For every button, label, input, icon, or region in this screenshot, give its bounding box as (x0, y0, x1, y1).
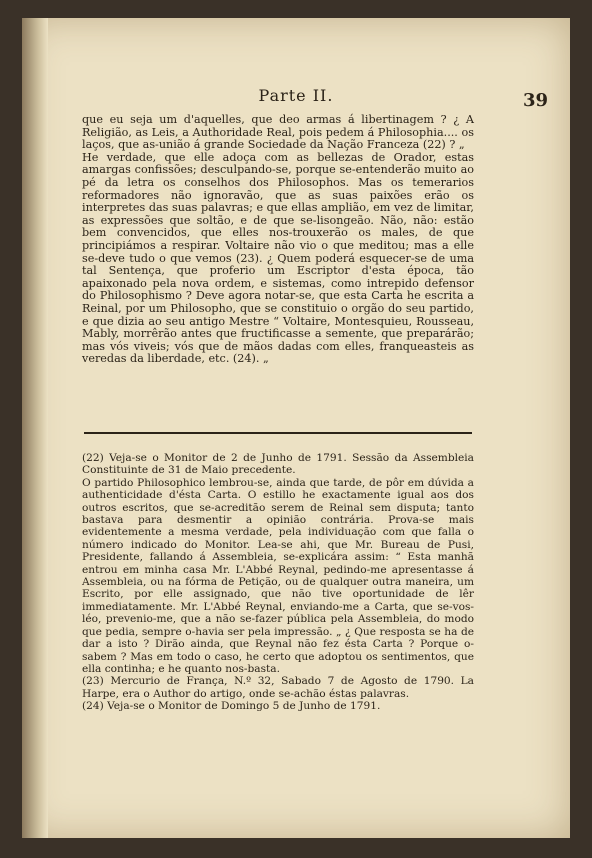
binding-gutter (22, 18, 48, 838)
main-text: que eu seja um d'aquelles, que deo armas á libertinagem ? ¿ A Religião, as Leis, a Authoridade Real, pois pedem á Philosophia.... os laços, que as-união á grande Sociedade da Nação Franceza (22) ? „ He verdade, que elle adoça com as bellezas de Orador, estas amargas confissões; desculpando-se, porque se-entenderão muito ao pé da letra os conselhos dos Philosophos. Mas os temerarios reformadores não ignoravão, que as suas paixões erão os interpretes das suas palavras; e que ellas amplião, em vez de limitar, as expressões que soltão, e de que se-lisongeão. Não, não: estão bem convencidos, que elles nos-trouxerão os males, de que principiámos a respirar. Voltaire não vio o que meditou; mas a elle se-deve tudo o que vemos (23). ¿ Quem poderá esquecer-se de uma tal Sentença, que proferio um Escriptor d'esta época, tão apaixonado pela nova ordem, e sistemas, como intrepido defensor do Philosophismo ? Deve agora notar-se, que esta Carta he escrita a Reinal, por um Philosopho, que se constituio o orgão do seu partido, e que dizia ao seu antigo Mestre “ Voltaire, Montesquieu, Rousseau, Mably, morrêrão antes que fructificasse a semente, que preparárão; mas vós viveis; vós que de mãos dadas com elles, franqueasteis as veredas da liberdade, etc. (24). „ (82, 113, 474, 366)
footnotes: (22) Veja-se o Monitor de 2 de Junho de 1791. Sessão da Assembleia Constituinte de 31 de Maio precedente. O partido Philosophico lembrou-se, ainda que tarde, de pôr em dúvida a authenticidade d'ésta Carta. O estillo he exactamente igual aos dos outros escritos, que se-acreditão serem de Reinal sem disputa; tanto bastava para desmentir a opinião contrária. Prova-se mais evidentemente a mesma verdade, pela individuação com que falla o número indicado do Monitor. Lea-se ahi, que Mr. Bureau de Pusi, Presidente, fallando á Assembleia, se-explicára assim: “ Esta manhã entrou em minha casa Mr. L'Abbé Reynal, pedindo-me apresentasse á Assembleia, ou na fórma de Petição, ou de qualquer outra maneira, um Escrito, por elle assignado, que não tive oportunidade de lêr immediatamente. Mr. L'Abbé Reynal, enviando-me a Carta, que se-vos-léo, prevenio-me, que a não se-fazer pública pela Assembleia, do modo que pedia, sempre o-havia ser pela impressão. „ ¿ Que resposta se ha de dar a isto ? Dirão ainda, que Reynal não fez ésta Carta ? Porque o-sabem ? Mas em todo o caso, he certo que adoptou os sentimentos, que ella continha; e he quanto nos-basta. (23) Mercurio de França, N.º 32, Sabado 7 de Agosto de 1790. La Harpe, era o Author do artigo, onde se-achão éstas palavras. (24) Veja-se o Monitor de Domingo 5 de Junho de 1791. (82, 452, 474, 713)
book-page (22, 18, 570, 838)
running-header: Parte II. (258, 86, 334, 105)
footnote-rule (84, 432, 472, 434)
page-number: 39 (522, 90, 548, 111)
